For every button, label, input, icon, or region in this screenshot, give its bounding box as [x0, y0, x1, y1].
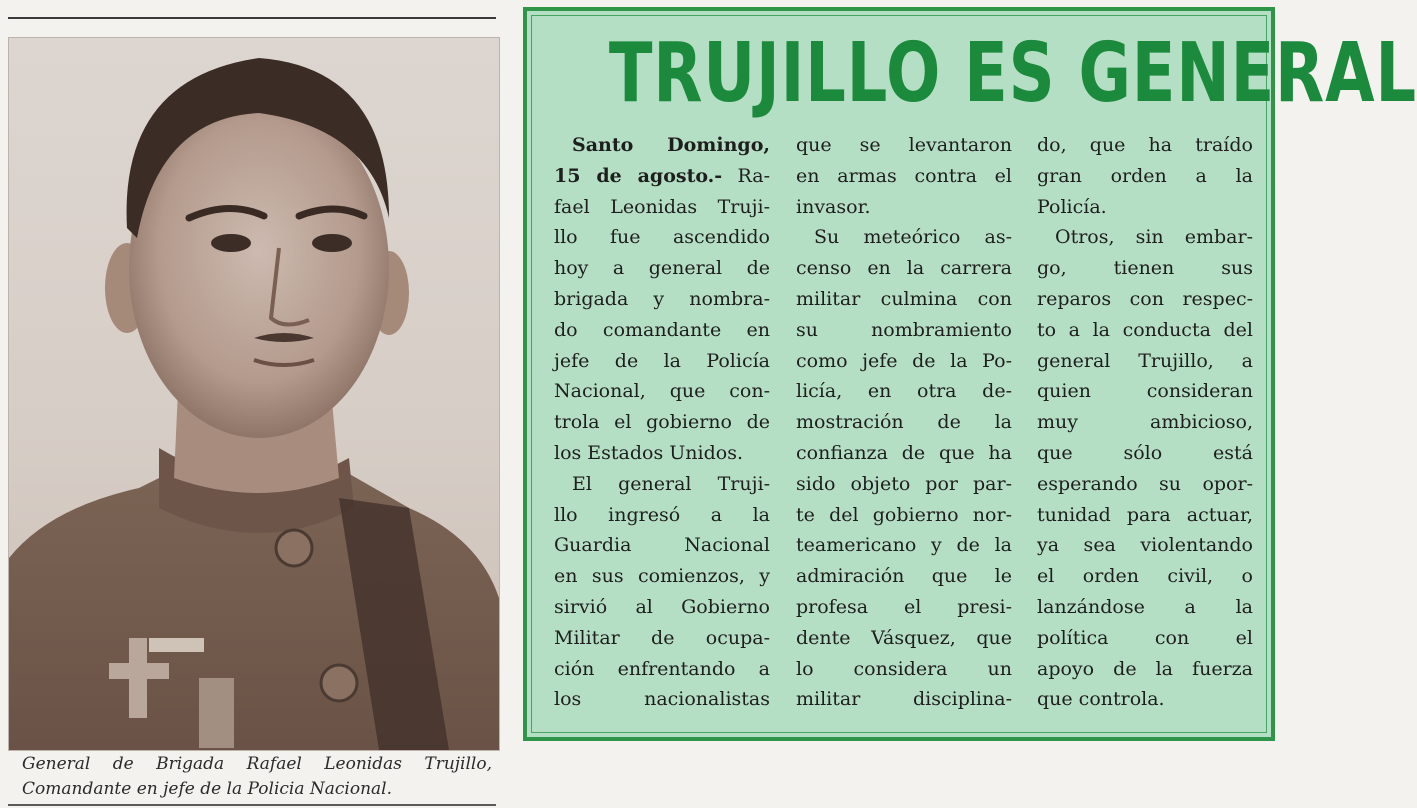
article-line: los Estados Unidos. — [554, 441, 743, 464]
article-column-3 — [1037, 130, 1253, 715]
article-line: censo en la carrera — [796, 257, 1012, 280]
article-column-2 — [796, 130, 1012, 715]
article-column-1 — [554, 130, 770, 715]
article-line: en armas contra el — [796, 164, 1012, 187]
portrait-illustration — [9, 38, 499, 750]
article-line: te del gobierno nor- — [796, 503, 1012, 526]
article-line: licía, en otra de- — [796, 380, 1012, 403]
article-line: invasor. — [796, 195, 871, 218]
top-rule — [8, 17, 496, 19]
article-line: ya sea violentando — [1037, 534, 1253, 557]
article-line: tunidad para actuar, — [1037, 503, 1253, 526]
article-line: su nombramiento — [796, 318, 1012, 341]
bottom-rule — [8, 804, 496, 806]
article-line: apoyo de la fuerza — [1037, 657, 1253, 680]
article-line: en sus comienzos, y — [554, 565, 770, 588]
article-line: muy ambicioso, — [1037, 411, 1253, 434]
article-line: Policía. — [1037, 195, 1107, 218]
article-line: que controla. — [1037, 688, 1165, 711]
article-line: Su meteórico as- — [814, 226, 1012, 249]
article-line: confianza de que ha — [796, 441, 1012, 464]
caption-line-1: General de Brigada Rafael Leonidas Trujillo, — [22, 754, 492, 774]
article-line: Nacional, que con- — [554, 380, 770, 403]
article-line: trola el gobierno de — [554, 411, 770, 434]
article-line: general Trujillo, a — [1037, 349, 1253, 372]
article-line: los nacionalistas — [554, 688, 770, 711]
article-line: mostración de la — [796, 411, 1012, 434]
article-line: to a la conducta del — [1037, 318, 1253, 341]
article-line: El general Truji- — [572, 472, 770, 495]
caption-line-2: Comandante en jefe de la Policia Nacional. — [22, 779, 393, 799]
article-line: admiración que le — [796, 565, 1012, 588]
article-line: lanzándose a la — [1037, 595, 1253, 618]
article-line: que sólo está — [1037, 441, 1253, 464]
portrait-photo — [8, 37, 500, 751]
article-line: como jefe de la Po- — [796, 349, 1012, 372]
article-line: que se levantaron — [796, 134, 1012, 156]
article-line: militar disciplina- — [796, 688, 1012, 711]
article-line: hoy a general de — [554, 257, 770, 280]
article-line: fael Leonidas Truji- — [554, 195, 770, 218]
article-line: llo ingresó a la — [554, 503, 770, 526]
article-line: jefe de la Policía — [554, 349, 770, 372]
article-line: Santo Domingo, — [572, 134, 770, 156]
article-line: lo considera un — [796, 657, 1012, 680]
article-line: gran orden a la — [1037, 164, 1253, 187]
article-line: 15 de agosto.- Ra- — [554, 164, 770, 187]
article-line: ción enfrentando a — [554, 657, 770, 680]
article-line: sido objeto por par- — [796, 472, 1012, 495]
article-line: dente Vásquez, que — [796, 626, 1012, 649]
article-headline: TRUJILLO ES GENERAL — [608, 26, 1417, 121]
article-line: política con el — [1037, 626, 1253, 649]
article-line: go, tienen sus — [1037, 257, 1253, 280]
article-line: Militar de ocupa- — [554, 626, 770, 649]
article-line: el orden civil, o — [1037, 565, 1253, 588]
article-line: Guardia Nacional — [554, 534, 770, 557]
article-line: reparos con respec- — [1037, 287, 1253, 310]
article-line: militar culmina con — [796, 287, 1012, 310]
article-line: profesa el presi- — [796, 595, 1012, 618]
article-line: esperando su opor- — [1037, 472, 1253, 495]
article-line: do comandante en — [554, 318, 770, 341]
article-line: brigada y nombra- — [554, 287, 770, 310]
article-line: teamericano y de la — [796, 534, 1012, 557]
article-line: quien consideran — [1037, 380, 1253, 403]
article-line: do, que ha traído — [1037, 134, 1253, 156]
article-line: llo fue ascendido — [554, 226, 770, 249]
photo-caption — [22, 752, 502, 802]
article-line: sirvió al Gobierno — [554, 595, 770, 618]
article-line: Otros, sin embar- — [1055, 226, 1253, 249]
